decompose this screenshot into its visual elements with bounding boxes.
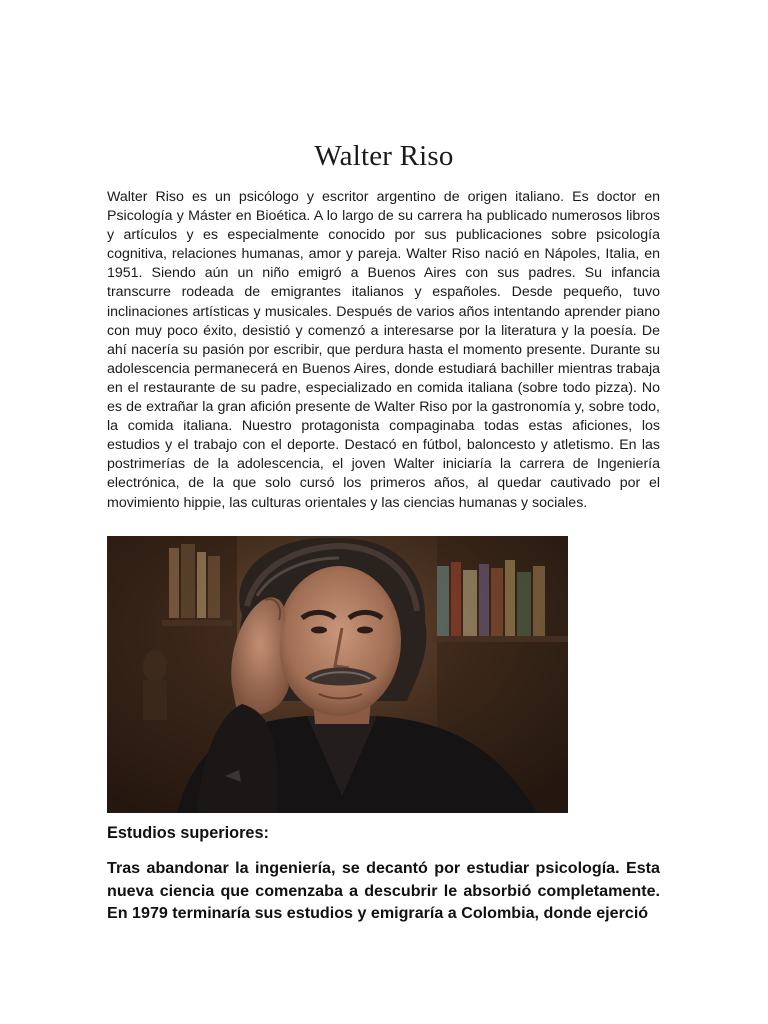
biography-paragraph: Walter Riso es un psicólogo y escritor argentino de origen italiano. Es doctor en Psicología y Máster en Bioética. A lo largo de su carrera ha publicado numerosos libros y artículos y es especialmente conocido por sus publicaciones sobre psicología cognitiva, relaciones humanas, amor y pareja. Walter Riso nació en Nápoles, Italia, en 1951. Siendo aún un niño emigró a Buenos Aires con sus padres. Su infancia transcurre rodeada de emigrantes italianos y españoles. Desde pequeño, tuvo inclinaciones artísticas y musicales. Después de varios años intentando aprender piano con muy poco éxito, desistió y comenzó a interesarse por la literatura y la poesía. De ahí nacería su pasión por escribir, que perdura hasta el momento presente. Durante su adolescencia permanecerá en Buenos Aires, donde estudiará bachiller mientras trabaja en el restaurante de su padre, especializado en comida italiana (sobre todo pizza). No es de extrañar la gran afición presente de Walter Riso por la gastronomía y, sobre todo, la comida italiana. Nuestro protagonista compaginaba todas estas aficiones, los estudios y el trabajo con el deporte. Destacó en fútbol, baloncesto y atletismo. En las postrimerías de la adolescencia, el joven Walter iniciaría la carrera de Ingeniería electrónica, de la que solo cursó los primeros años, al quedar cautivado por el movimiento hippie, las culturas orientales y las ciencias humanas y sociales. bbox=[107, 189, 660, 511]
page-title: Walter Riso bbox=[314, 140, 454, 172]
section-heading: Estudios superiores: bbox=[107, 824, 269, 842]
section-paragraph: Tras abandonar la ingeniería, se decantó por estudiar psicología. Esta nueva ciencia que comenzaba a descubrir le absorbió completamente. En 1979 terminaría sus estudios y emigraría a Colombia, donde ejerció bbox=[107, 859, 660, 923]
portrait-photo bbox=[107, 536, 568, 813]
